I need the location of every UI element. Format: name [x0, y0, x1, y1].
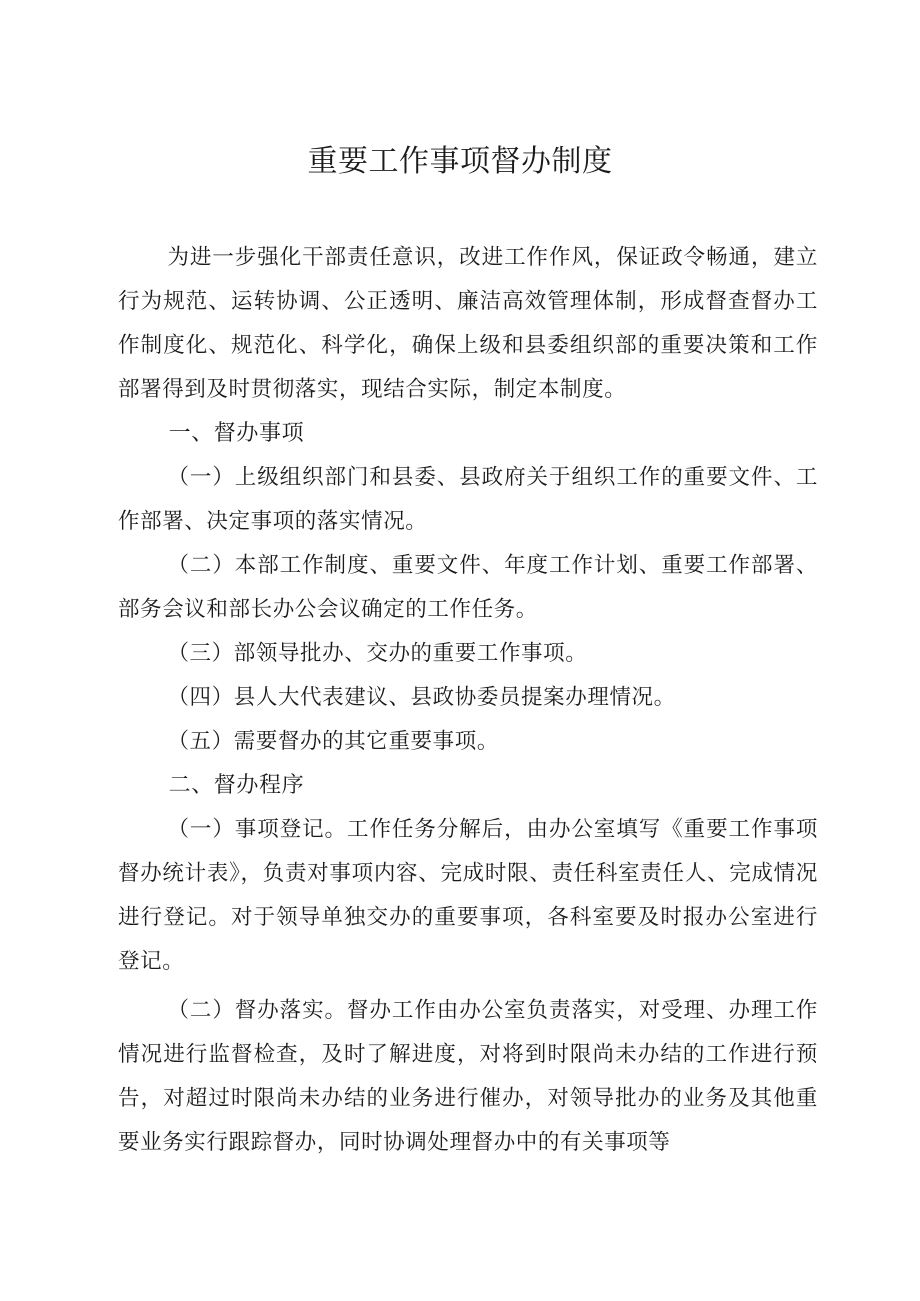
section-item: （一）上级组织部门和县委、县政府关于组织工作的重要文件、工作部署、决定事项的落实情况。: [118, 465, 818, 534]
document-body: [118, 236, 818, 1165]
section-heading: 二、督办程序: [168, 773, 305, 798]
intro-paragraph: 为进一步强化干部责任意识，改进工作作风，保证政令畅通，建立行为规范、运转协调、公正透明、廉洁高效管理体制，形成督查督办工作制度化、规范化、科学化，确保上级和县委组织部的重要决策和工作部署得到及时贯彻落实，现结合实际，制定本制度。: [118, 245, 818, 402]
document-title: 重要工作事项督办制度: [307, 144, 613, 179]
section-item: （二）本部工作制度、重要文件、年度工作计划、重要工作部署、部务会议和部长办公会议确定的工作任务。: [118, 553, 818, 622]
section-item: （五）需要督办的其它重要事项。: [167, 729, 499, 754]
section-item: （三）部领导批办、交办的重要工作事项。: [167, 641, 588, 666]
section-item: （一）事项登记。工作任务分解后，由办公室填写《重要工作事项督办统计表》，负责对事项内容、完成时限、责任科室责任人、完成情况进行登记。对于领导单独交办的重要事项，各科室要及时报办公室进行登记。: [118, 817, 818, 974]
section-heading: 一、督办事项: [168, 421, 305, 446]
section-item: （四）县人大代表建议、县政协委员提案办理情况。: [167, 685, 676, 710]
section-item: （二）督办落实。督办工作由办公室负责落实，对受理、办理工作情况进行监督检查，及时了解进度，对将到时限尚未办结的工作进行预告，对超过时限尚未办结的业务进行催办，对领导批办的业务及其他重要业务实行跟踪督办，同时协调处理督办中的有关事项等: [118, 998, 818, 1155]
